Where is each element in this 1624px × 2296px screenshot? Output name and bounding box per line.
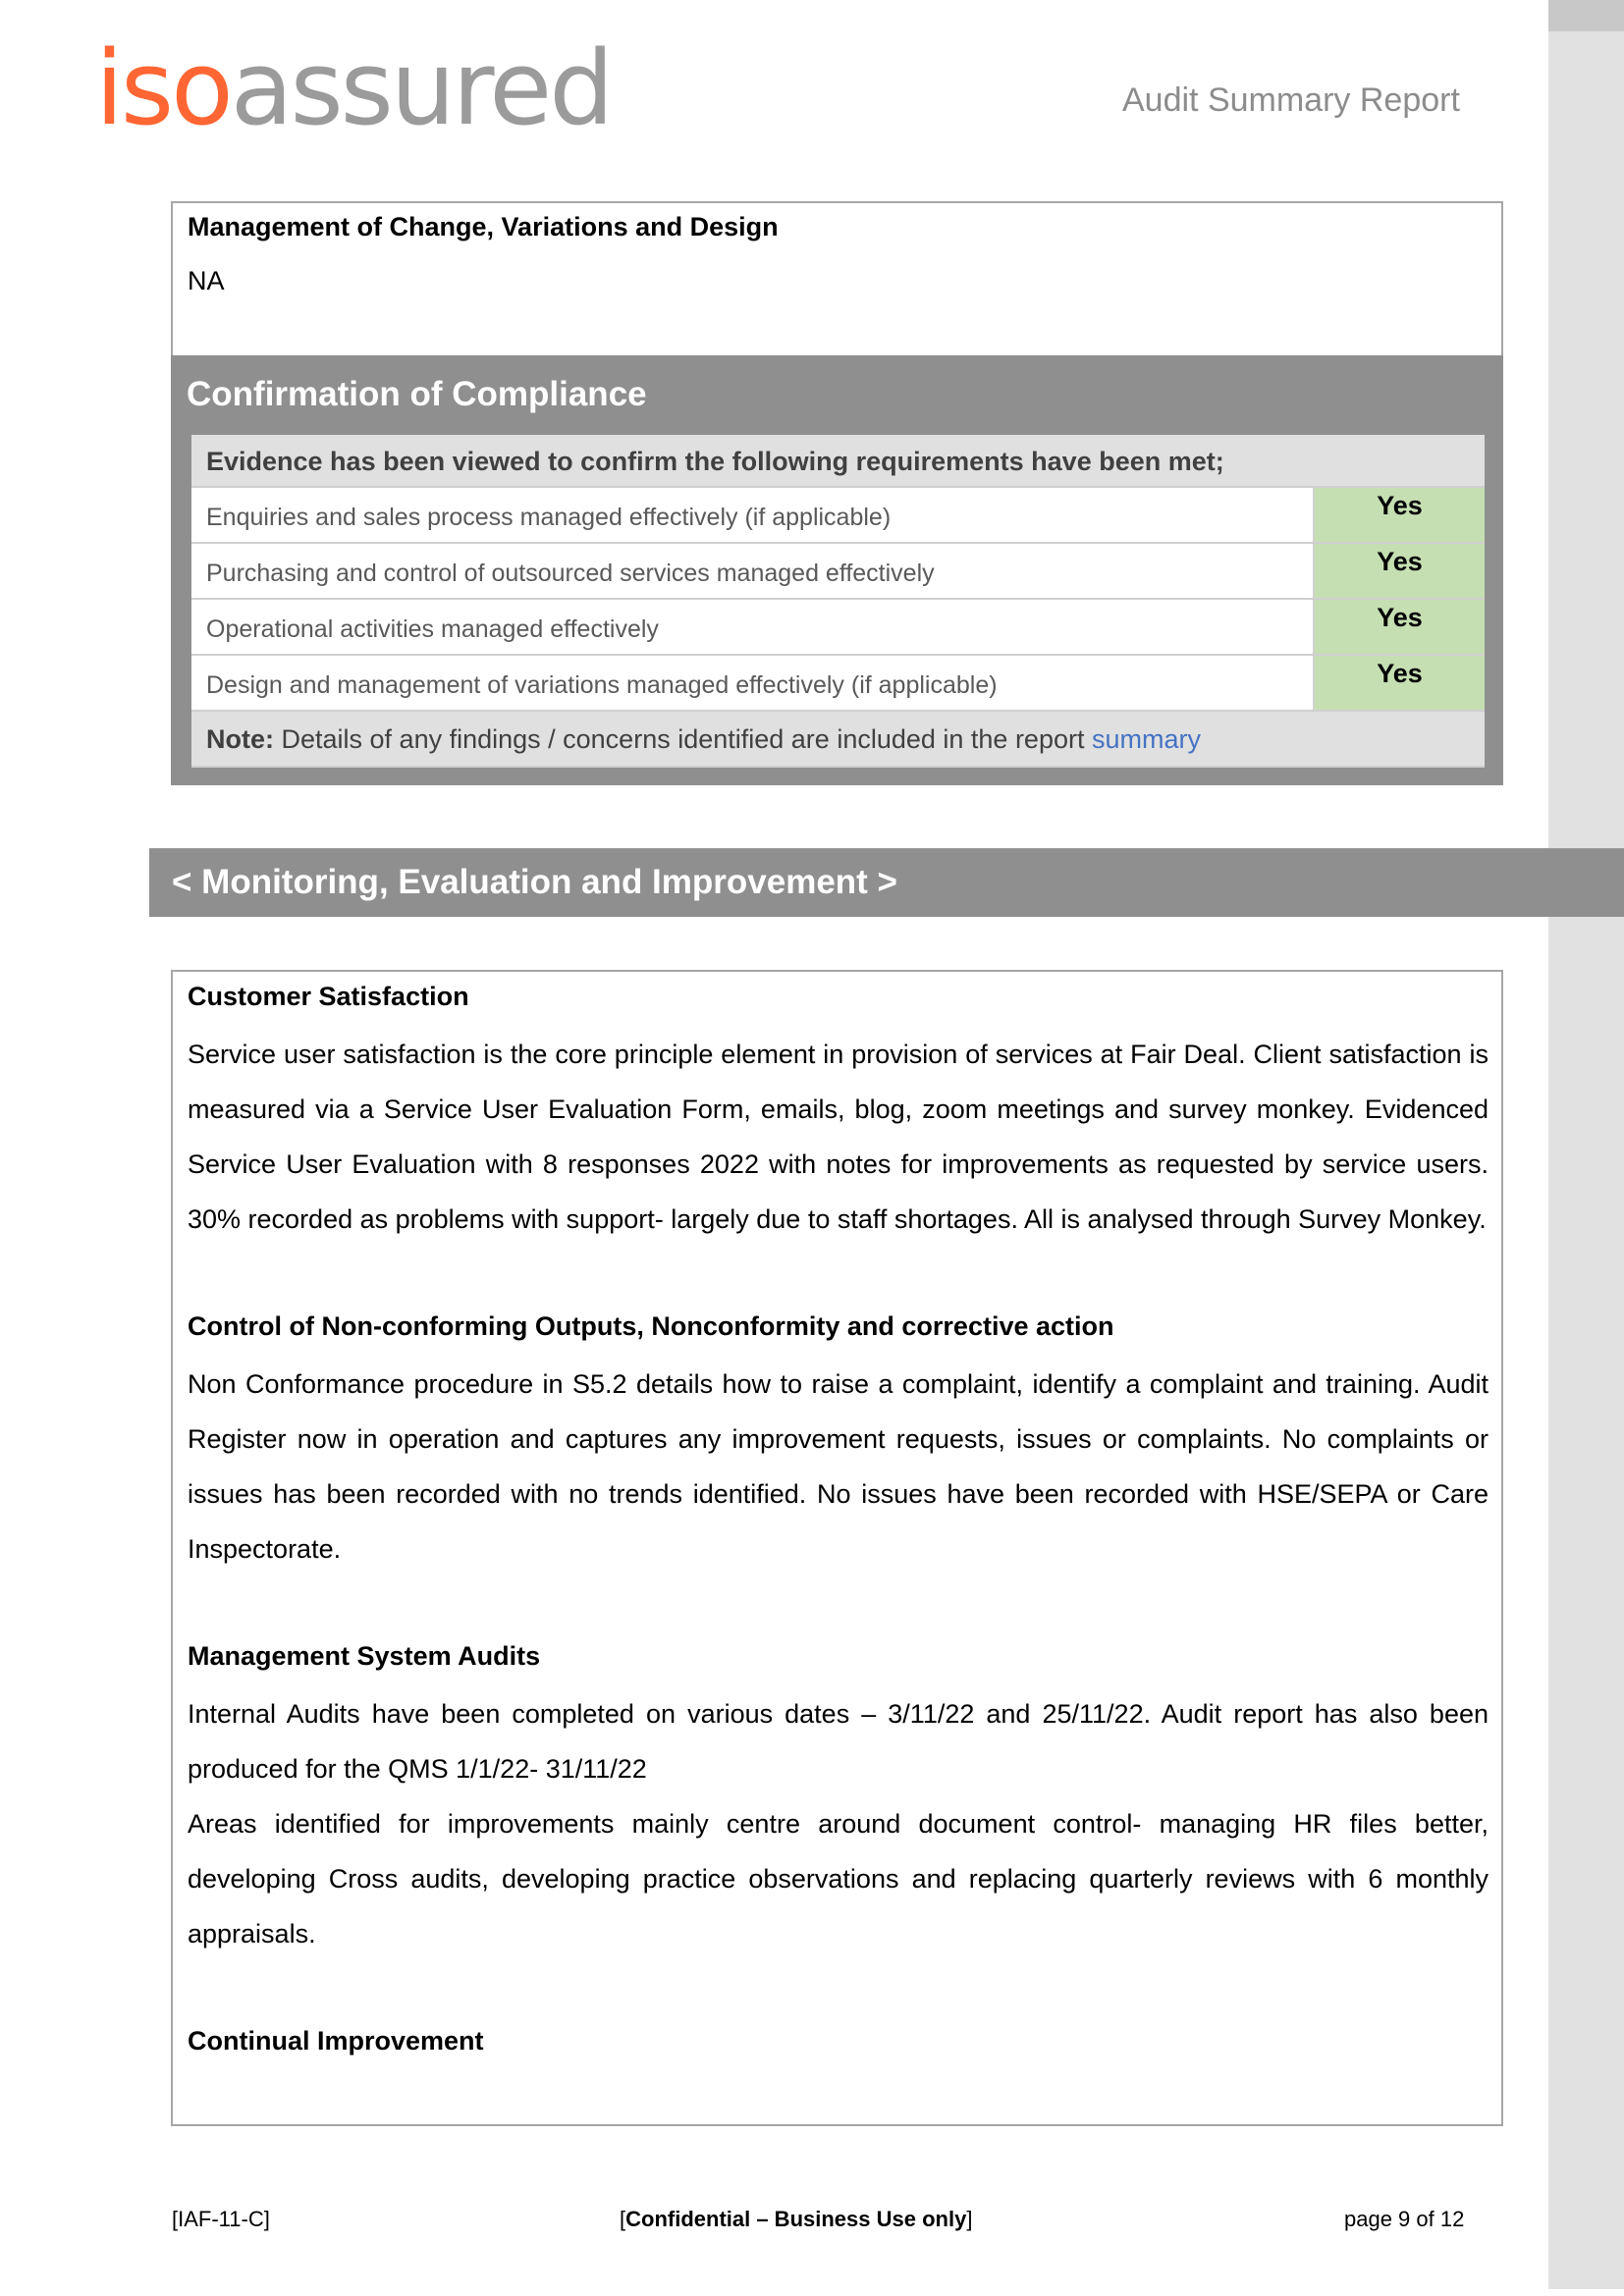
compliance-status-yes: Yes [1313,544,1485,598]
bracket-close: ] [966,2207,973,2231]
page-margin-sidebar [1548,0,1624,2289]
management-of-change-heading: Management of Change, Variations and Design [188,212,779,241]
logo-assured-text: assured [230,28,612,148]
customer-satisfaction-heading: Customer Satisfaction [188,982,469,1011]
compliance-row [191,600,1485,656]
compliance-status-yes: Yes [1313,488,1485,542]
customer-satisfaction-body: Service user satisfaction is the core principle element in provision of services at Fair Deal. Client satisfaction is measured via a Service User Evaluation Form, emails, blog, zoom meetings and survey monkey. Evidenced Service User Evaluation with 8 responses 2022 with notes for improvements as requested by service users. 30% recorded as problems with support- largely due to staff shortages. All is analysed through Survey Monkey. [188,1040,1489,1234]
summary-link[interactable]: summary [1091,724,1201,754]
section-header-monitoring [149,848,1624,917]
audits-body-1: Internal Audits have been completed on various dates – 3/11/22 and 25/11/22. Audit report has also been produced for the QMS 1/1/22- 31/11/22 [188,1699,1489,1784]
compliance-row-label: Enquiries and sales process managed effectively (if applicable) [191,488,1313,542]
compliance-row-label: Design and management of variations managed effectively (if applicable) [191,656,1313,710]
compliance-note [191,712,1485,768]
compliance-table [191,435,1485,768]
monitoring-content [188,972,1489,2071]
nonconforming-body: Non Conformance procedure in S5.2 details how to raise a complaint, identify a complaint and training. Audit Register now in operation and captures any improvement requests, issues or complaints. No complaints or issues has been recorded with no trends identified. No issues have been recorded with HSE/SEPA or Care Inspectorate. [188,1369,1489,1564]
report-title: Audit Summary Report [1122,81,1460,119]
compliance-row-label: Purchasing and control of outsourced services managed effectively [191,544,1313,598]
page-number: page 9 of 12 [1344,2207,1465,2231]
compliance-status-yes: Yes [1313,656,1485,710]
audits-body-2: Areas identified for improvements mainly centre around document control- managing HR files better, developing Cross audits, developing practice observations and replacing quarterly reviews with 6 monthly appraisals. [188,1809,1489,1949]
sidebar-top-strip [1548,0,1624,31]
note-label: Note: [206,724,274,754]
compliance-row [191,488,1485,544]
page-footer [0,2205,1624,2234]
spacer [188,1576,1489,1631]
spacer [188,1247,1489,1302]
compliance-status-yes: Yes [1313,600,1485,654]
continual-improvement-heading: Continual Improvement [188,2026,484,2056]
confidentiality-notice [620,2205,972,2234]
compliance-row [191,544,1485,600]
audits-heading: Management System Audits [188,1641,541,1671]
compliance-row [191,656,1485,712]
compliance-row-label: Operational activities managed effectively [191,600,1313,654]
logo-iso-text: iso [95,28,231,148]
bracket-open: [ [620,2207,626,2231]
section-title: < Monitoring, Evaluation and Improvement > [172,863,897,901]
confirmation-of-compliance-panel [171,355,1503,785]
confidential-text: Confidential – Business Use only [625,2207,967,2231]
management-of-change-value: NA [188,266,225,295]
monitoring-content-box [171,970,1503,2126]
isoassured-logo [95,29,611,147]
compliance-title: Confirmation of Compliance [187,375,647,413]
spacer [188,1961,1489,2016]
nonconforming-heading: Control of Non-conforming Outputs, Nonconformity and corrective action [188,1311,1114,1341]
management-of-change-box [171,201,1503,355]
document-code: [IAF-11-C] [172,2207,270,2231]
note-text: Details of any findings / concerns identified are included in the report [274,724,1092,754]
compliance-table-header: Evidence has been viewed to confirm the following requirements have been met; [191,435,1485,488]
